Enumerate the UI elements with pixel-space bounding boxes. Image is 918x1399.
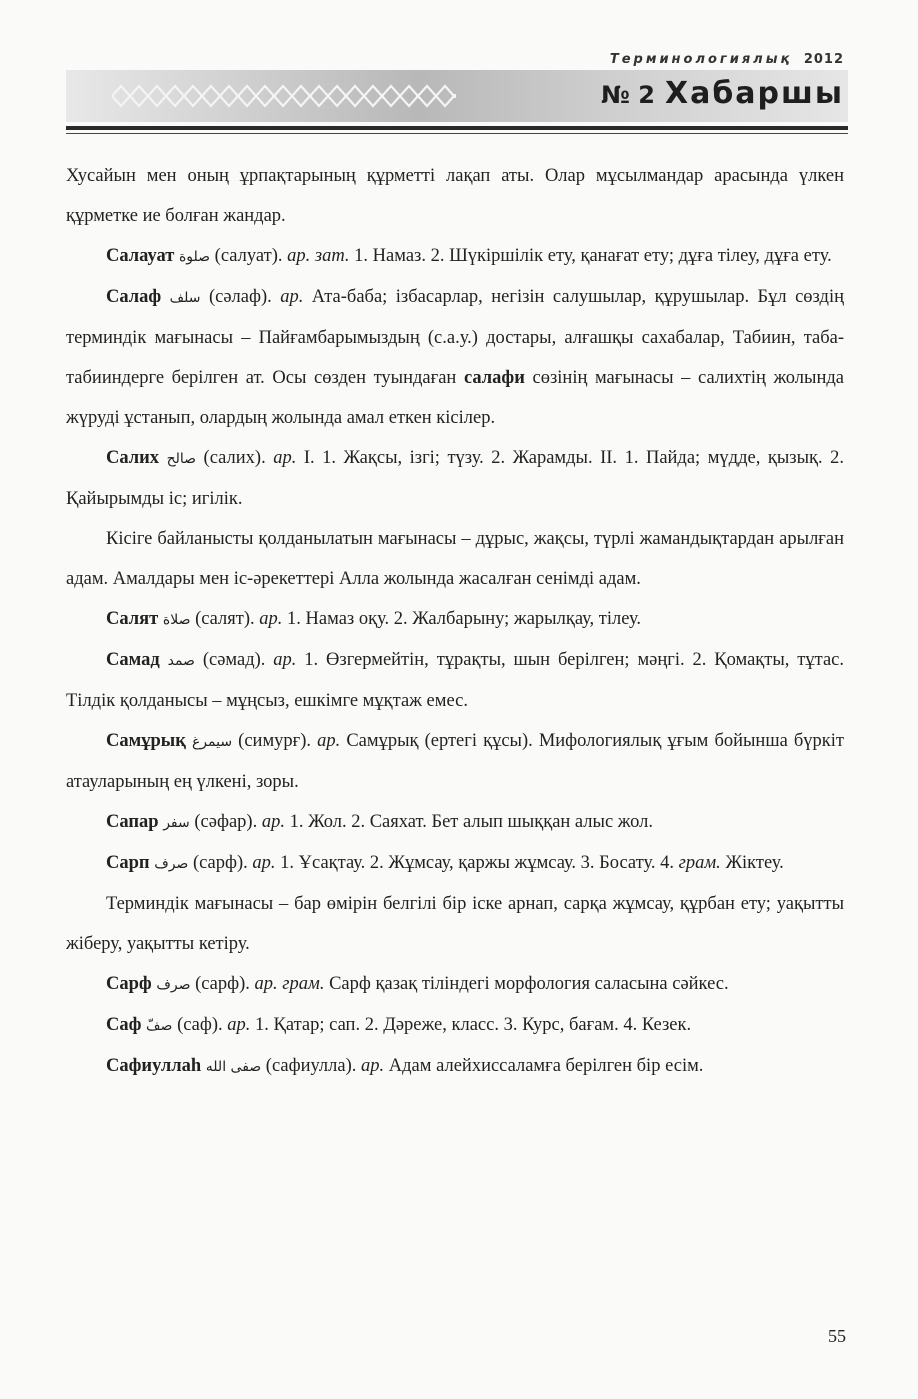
header-rule [66, 126, 848, 130]
entry-term: Салауат [106, 246, 175, 266]
journal-header [66, 48, 848, 140]
entry-term: Самад [106, 650, 160, 670]
entry-arabic: صرف [154, 856, 189, 872]
entry-translit: (салих). [196, 448, 274, 468]
entry-term: Салят [106, 609, 159, 629]
entry-abbr: грам. [678, 853, 721, 873]
entry-arabic: صلاة [162, 612, 191, 628]
paragraph: Хусайын мен оның ұрпақтарының құрметті лақап аты. Олар мұсылмандар арасында үлкен құрметке ие болған жандар. [66, 166, 844, 226]
entry-definition: Сарф қазақ тіліндегі морфология саласына сәйкес. [324, 974, 729, 994]
entry-translit: (симурғ). [232, 731, 318, 751]
entry-definition: 1. Өзгермейтін, тұрақты, шын берілген; мәңгі. 2. Қомақты, тұтас. Тілдік қолданысы – мұңсыз, ешкімге мұқтаж емес. [66, 650, 844, 711]
entry-abbr: ар. [261, 812, 285, 832]
entry-bold-term: салафи [463, 368, 525, 388]
header-rule-thin [66, 133, 848, 134]
dictionary-entry [66, 802, 844, 843]
dictionary-entry [66, 1005, 844, 1046]
entry-abbr: ар. зат. [287, 246, 350, 266]
entry-abbr: ар. [280, 287, 304, 307]
dictionary-entry [66, 236, 844, 277]
entry-definition: I. 1. Жақсы, ізгі; түзу. 2. Жарамды. II. 1. Пайда; мүдде, қызық. 2. Қайырымды іс; игілік. [66, 448, 844, 509]
entry-definition: Ата-баба; ізбасарлар, негізін салушылар, құрушылар. Бұл сөздің терминдік мағынасы – Пайғамбарымыздың (с.а.у.) достары, алғашқы сахабалар, Табиин, таба-табииндерге берілген ат. Осы сөзден туындаған [66, 287, 844, 388]
entry-term: Сапар [106, 812, 159, 832]
page-number: 55 [828, 1326, 846, 1346]
entry-arabic: سيمرغ [191, 734, 233, 750]
entry-definition: Жіктеу. [720, 853, 784, 873]
dictionary-entry [66, 599, 844, 640]
entry-arabic: صفّ [146, 1018, 173, 1034]
entry-translit: (сәлаф). [200, 287, 281, 307]
entry-term: Сарп [106, 853, 150, 873]
entry-term: Сафиуллаһ [106, 1056, 202, 1076]
entry-translit: (сафиулла). [261, 1056, 362, 1076]
entry-translit: (салуат). [210, 246, 288, 266]
entry-translit: (салят). [190, 609, 260, 629]
entry-abbr: ар. [273, 448, 297, 468]
entry-translit: (саф). [172, 1015, 228, 1035]
entry-definition: сөзінің мағынасы – салихтің жолында жүруді ұстанып, олардың жолында амал еткен кісілер. [66, 368, 844, 428]
entry-translit: (сәмад). [194, 650, 274, 670]
entry-definition: Адам алейхиссаламға берілген бір есім. [384, 1056, 704, 1076]
entry-abbr: ар. грам. [254, 974, 325, 994]
dictionary-entry [66, 1046, 844, 1087]
dictionary-entry [66, 277, 844, 438]
entry-term: Салаф [106, 287, 162, 307]
entry-arabic: سفر [163, 815, 190, 831]
entry-definition: Самұрық (ертегі құсы). Мифологиялық ұғым бойынша бүркіт атауларының ең үлкені, зоры. [66, 731, 845, 792]
entry-abbr: ар. [273, 650, 297, 670]
paragraph: Терминдік мағынасы – бар өмірін белгілі бір іске арнап, сарқа жұмсау, құрбан ету; уақытты жіберу, уақытты кетіру. [66, 894, 844, 954]
entry-translit: (сәфар). [189, 812, 262, 832]
entry-term: Саф [106, 1015, 142, 1035]
entry-abbr: ар. [317, 731, 341, 751]
dictionary-entry [66, 964, 844, 1005]
entry-term: Салих [106, 448, 160, 468]
entry-arabic: صرف [156, 977, 191, 993]
entry-definition: 1. Қатар; сап. 2. Дәреже, класс. 3. Курс, бағам. 4. Кезек. [250, 1015, 692, 1035]
dictionary-entry [66, 438, 844, 519]
journal-name [610, 52, 844, 67]
entry-abbr: ар. [361, 1056, 385, 1076]
paragraph: Кісіге байланысты қолданылатын мағынасы – дұрыс, жақсы, түрлі жамандықтардан арылған адам. Амалдары мен іс-әрекеттері Алла жолында жасалған сенімді адам. [66, 529, 844, 589]
entry-arabic: صالح [166, 451, 197, 467]
journal-title: Хабаршы [664, 76, 844, 111]
entry-arabic: صلوة [178, 249, 211, 265]
journal-year: 2012 [803, 52, 844, 67]
entry-translit: (сарф). [188, 853, 253, 873]
entry-abbr: ар. [227, 1015, 251, 1035]
dictionary-entry [66, 640, 844, 721]
dictionary-entry [66, 843, 844, 884]
entry-abbr: ар. [252, 853, 276, 873]
issue-number: № 2 [601, 81, 655, 109]
entry-term: Сарф [106, 974, 152, 994]
entry-arabic: سلف [169, 290, 201, 306]
ornament-pattern [112, 78, 472, 114]
entry-definition: 1. Намаз оқу. 2. Жалбарыну; жарылқау, тілеу. [282, 609, 641, 629]
entry-definition: 1. Жол. 2. Саяхат. Бет алып шыққан алыс жол. [284, 812, 653, 832]
entry-translit: (сарф). [190, 974, 255, 994]
page-content [66, 156, 844, 1087]
entry-definition: 1. Намаз. 2. Шүкіршілік ету, қанағат ету; дұға тілеу, дұға ету. [349, 246, 832, 266]
entry-arabic: صمد [167, 653, 195, 669]
entry-definition: 1. Ұсақтау. 2. Жұмсау, қаржы жұмсау. 3. Босату. 4. [275, 853, 679, 873]
journal-series: Терминологиялық [609, 52, 793, 67]
entry-abbr: ар. [259, 609, 283, 629]
entry-arabic: صفى الله [205, 1059, 262, 1075]
dictionary-entry [66, 721, 844, 802]
header-title [601, 76, 844, 111]
entry-term: Самұрық [106, 731, 186, 751]
